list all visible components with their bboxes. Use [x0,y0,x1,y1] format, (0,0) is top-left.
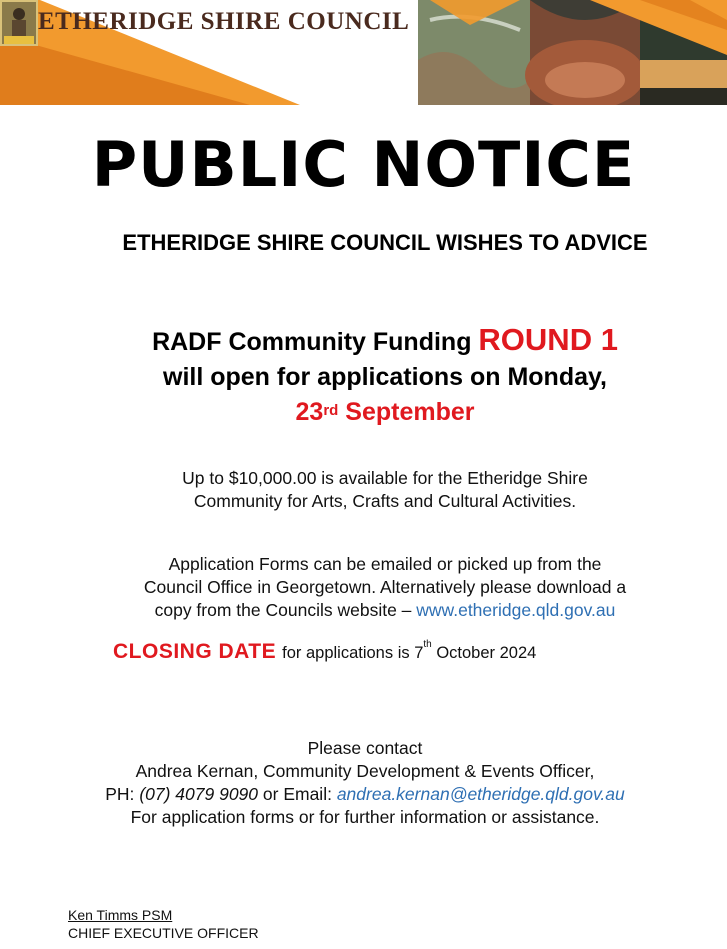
contact-line2: Andrea Kernan, Community Development & Events Officer, [135,761,595,781]
signature-block [68,906,259,942]
header-banner [0,0,727,105]
subheading: ETHERIDGE SHIRE COUNCIL WISHES TO ADVICE [122,230,648,255]
application-paragraph [40,553,727,622]
funding-paragraph [40,467,727,513]
closing-date-value: October 2024 [436,644,537,662]
email-link[interactable]: andrea.kernan@etheridge.qld.gov.au [336,784,625,804]
funding-line1: RADF Community Funding [152,328,472,356]
para2-line1: Application Forms can be emailed or picked up from the [168,554,602,574]
contact-line1: Please contact [307,738,423,758]
phone-number[interactable]: (07) 4079 9090 [139,784,259,804]
date-day: 23 [295,398,324,426]
round-label: ROUND 1 [478,322,618,357]
contact-line4: For application forms or for further information or assistance. [130,807,600,827]
funding-announcement [40,322,727,430]
phone-label: PH: [105,784,135,804]
date-month: September [345,398,475,426]
contact-block [20,737,710,829]
signatory-role: CHIEF EXECUTIVE OFFICER [68,925,259,941]
closing-text: for applications is 7 [282,644,424,662]
email-label: or Email: [262,784,332,804]
closing-date [113,640,536,664]
closing-label: CLOSING DATE [113,640,277,663]
page-title: PUBLIC NOTICE [91,128,636,201]
signatory-name: Ken Timms PSM [68,907,173,923]
website-link[interactable]: www.etheridge.qld.gov.au [416,600,616,620]
council-name: ETHERIDGE SHIRE COUNCIL [38,8,410,35]
para1-line2: Community for Arts, Crafts and Cultural Activities. [193,491,577,511]
council-logo-icon [0,0,38,46]
closing-suffix: th [423,639,432,650]
para2-line3: copy from the Councils website – [154,600,412,620]
para1-line1: Up to $10,000.00 is available for the Etheridge Shire [182,468,588,488]
funding-line2: will open for applications on Monday, [163,363,607,391]
para2-line2: Council Office in Georgetown. Alternatively please download a [143,577,627,597]
date-suffix: rd [323,402,339,419]
